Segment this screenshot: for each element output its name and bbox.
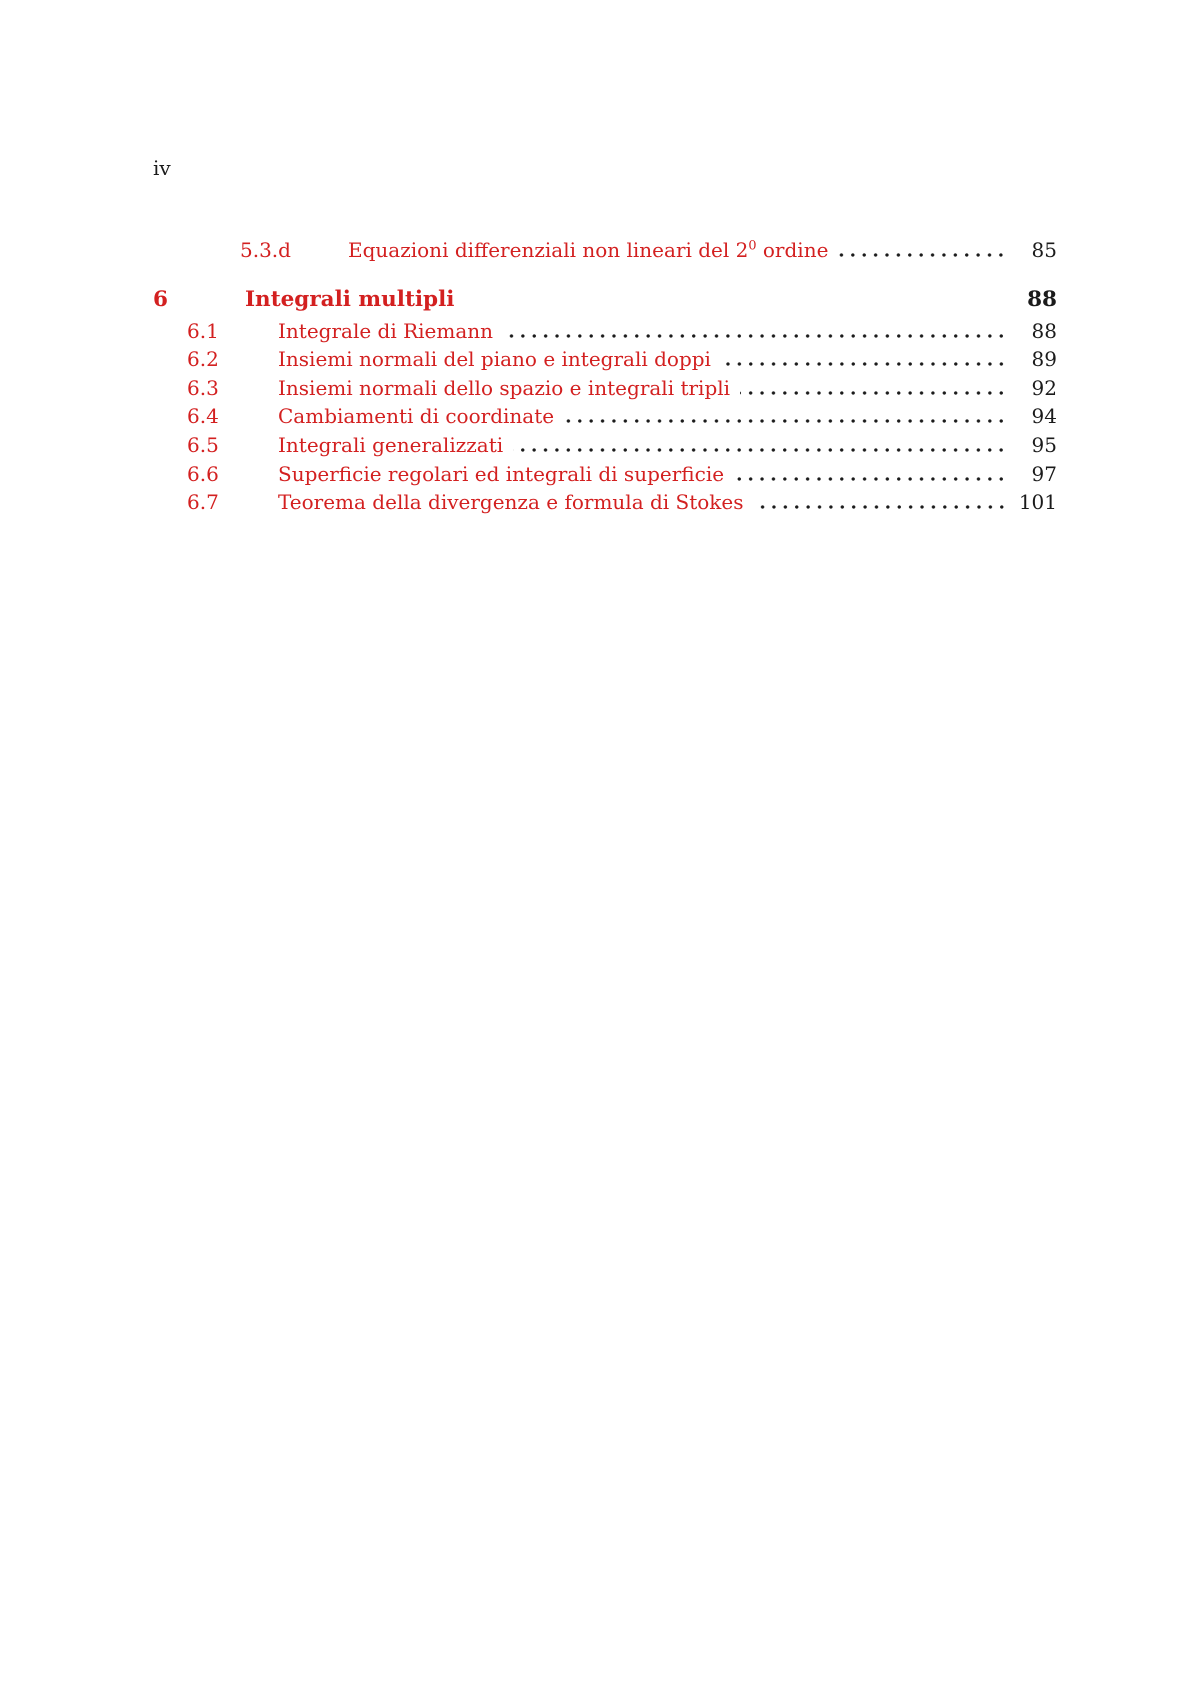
toc-entry-number: 6.5 [187, 432, 219, 457]
toc-entry-section-6-3[interactable] [153, 374, 1057, 403]
toc-entry-subsection[interactable] [153, 236, 1057, 265]
toc-entry-title: Integrali generalizzati [278, 432, 504, 457]
toc-entry-pagenumber: 88 [1031, 318, 1057, 343]
leader-dots [564, 419, 1007, 423]
toc-section-list [153, 317, 1057, 517]
toc-entry-number: 6.4 [187, 404, 219, 429]
leader-dots [754, 505, 1007, 509]
toc-entry-title: Superficie regolari ed integrali di superficie [278, 461, 725, 486]
toc-chapter-number: 6 [153, 286, 168, 312]
toc-entry-title [348, 236, 828, 265]
toc-entry-section-6-7[interactable] [153, 488, 1057, 517]
toc-entry-pagenumber: 95 [1031, 432, 1057, 457]
toc-entry-number: 5.3.d [240, 238, 291, 262]
toc-entry-title-superscript: 0 [748, 238, 757, 254]
toc-entry-number: 6.7 [187, 490, 219, 515]
toc-entry-section-6-6[interactable] [153, 460, 1057, 489]
toc-entry-title: Teorema della divergenza e formula di Stokes [278, 490, 744, 515]
toc-entry-title: Integrale di Riemann [278, 318, 494, 343]
leader-dots [503, 334, 1007, 338]
toc-entry-number: 6.6 [187, 461, 219, 486]
toc-entry-pagenumber: 89 [1031, 347, 1057, 372]
toc-entry-section-6-5[interactable] [153, 431, 1057, 460]
leader-dots [740, 391, 1007, 395]
table-of-contents [153, 236, 1057, 517]
page-folio: iv [153, 156, 171, 180]
leader-dots [838, 253, 1007, 257]
toc-entry-number: 6.3 [187, 375, 219, 400]
leader-dots [721, 362, 1007, 366]
toc-entry-section-6-4[interactable] [153, 402, 1057, 431]
toc-entry-section-6-2[interactable] [153, 345, 1057, 374]
toc-entry-title: Cambiamenti di coordinate [278, 404, 555, 429]
toc-entry-pagenumber: 94 [1031, 404, 1057, 429]
toc-entry-title: Insiemi normali del piano e integrali doppi [278, 347, 711, 372]
toc-entry-pagenumber: 92 [1031, 375, 1057, 400]
toc-entry-title-text: Equazioni differenziali non lineari del 2 [348, 238, 749, 262]
toc-entry-section-6-1[interactable] [153, 317, 1057, 346]
toc-entry-pagenumber: 101 [1018, 490, 1057, 515]
toc-entry-title: Insiemi normali dello spazio e integrali tripli [278, 375, 731, 400]
toc-chapter-pagenumber: 88 [1027, 286, 1057, 312]
toc-entry-number: 6.2 [187, 347, 219, 372]
leader-dots [734, 477, 1007, 481]
toc-chapter-title: Integrali multipli [245, 286, 455, 312]
leader-dots [513, 448, 1007, 452]
toc-entry-chapter[interactable] [153, 285, 1057, 315]
toc-entry-title-text: ordine [756, 238, 829, 262]
toc-entry-pagenumber: 85 [1031, 238, 1057, 262]
toc-entry-pagenumber: 97 [1031, 461, 1057, 486]
toc-entry-number: 6.1 [187, 318, 219, 343]
